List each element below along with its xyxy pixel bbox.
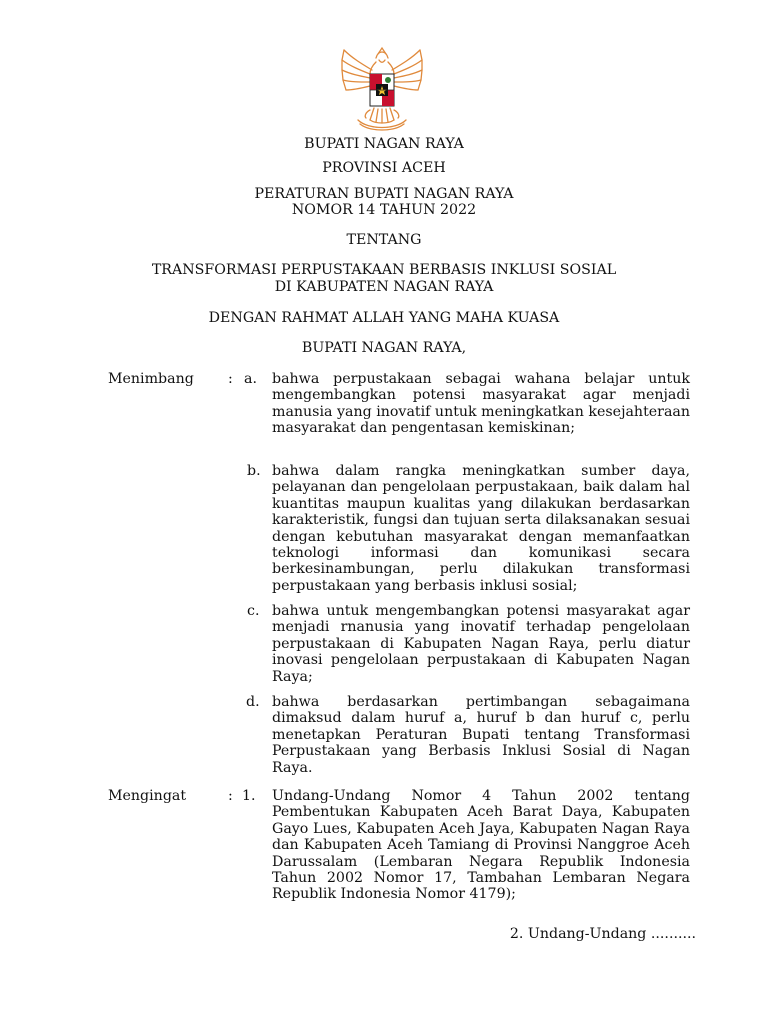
tentang-label: TENTANG: [346, 232, 422, 248]
menimbang-marker-b: b.: [247, 463, 261, 479]
province-title: PROVINSI ACEH: [322, 160, 446, 176]
regulation-title: PERATURAN BUPATI NAGAN RAYA: [254, 186, 514, 202]
menimbang-item-c: bahwa untuk mengembangkan potensi masyarakat agar menjadi rnanusia yang inovatif terhadap pengelolaan perpustakaan di Kabupaten Nagan Raya, perlu diatur inovasi pengelolaan perpustakaan di Kabupaten Nagan Raya;: [272, 603, 690, 685]
menimbang-item-a: bahwa perpustakaan sebagai wahana belajar untuk mengembangkan potensi masyarakat agar menjadi manusia yang inovatif untuk meningkatkan kesejahteraan masyarakat dan pengentasan kemiskinan;: [272, 371, 690, 437]
regent-heading: BUPATI NAGAN RAYA,: [301, 340, 467, 356]
subject-title-line2: DI KABUPATEN NAGAN RAYA: [274, 279, 494, 295]
subject-title-line1: TRANSFORMASI PERPUSTAKAAN BERBASIS INKLUSI SOSIAL: [151, 262, 617, 278]
regent-title: BUPATI NAGAN RAYA: [304, 136, 464, 152]
menimbang-marker-c: c.: [247, 603, 260, 619]
mengingat-item-1: Undang-Undang Nomor 4 Tahun 2002 tentang Pembentukan Kabupaten Aceh Barat Daya, Kabupaten Gayo Lues, Kabupaten Aceh Jaya, Kabupaten Nagan Raya dan Kabupaten Aceh Tamiang di Provinsi Nanggroe Aceh Darussalam (Lembaran Negara Republik Indonesia Tahun 2002 Nomor 17, Tambahan Lembaran Negara Republik Indonesia Nomor 4179);: [272, 788, 690, 903]
menimbang-item-b: bahwa dalam rangka meningkatkan sumber daya, pelayanan dan pengelolaan perpustakaan, baik dalam hal kuantitas maupun kualitas yang dilakukan berdasarkan karakteristik, fungsi dan tujuan serta dilaksanakan sesuai dengan kebutuhan masyarakat dengan memanfaatkan teknologi informasi dan komunikasi secara berkesinambungan, perlu dilakukan transformasi perpustakaan yang berbasis inklusi sosial;: [272, 463, 690, 594]
regulation-number: NOMOR 14 TAHUN 2022: [291, 202, 477, 218]
menimbang-marker-d: d.: [246, 694, 260, 710]
mengingat-colon: :: [228, 788, 233, 804]
menimbang-colon: :: [228, 371, 233, 387]
continuation-note: 2. Undang-Undang ..........: [509, 926, 696, 942]
invocation: DENGAN RAHMAT ALLAH YANG MAHA KUASA: [208, 310, 560, 326]
mengingat-marker-1: 1.: [242, 788, 256, 804]
menimbang-label: Menimbang: [108, 371, 194, 387]
mengingat-label: Mengingat: [108, 788, 187, 804]
menimbang-marker-a: a.: [244, 371, 257, 387]
garuda-emblem: [340, 46, 424, 132]
menimbang-item-d: bahwa berdasarkan pertimbangan sebagaimana dimaksud dalam huruf a, huruf b dan huruf c, perlu menetapkan Peraturan Bupati tentang Transformasi Perpustakaan yang Berbasis Inklusi Sosial di Nagan Raya.: [272, 694, 690, 776]
